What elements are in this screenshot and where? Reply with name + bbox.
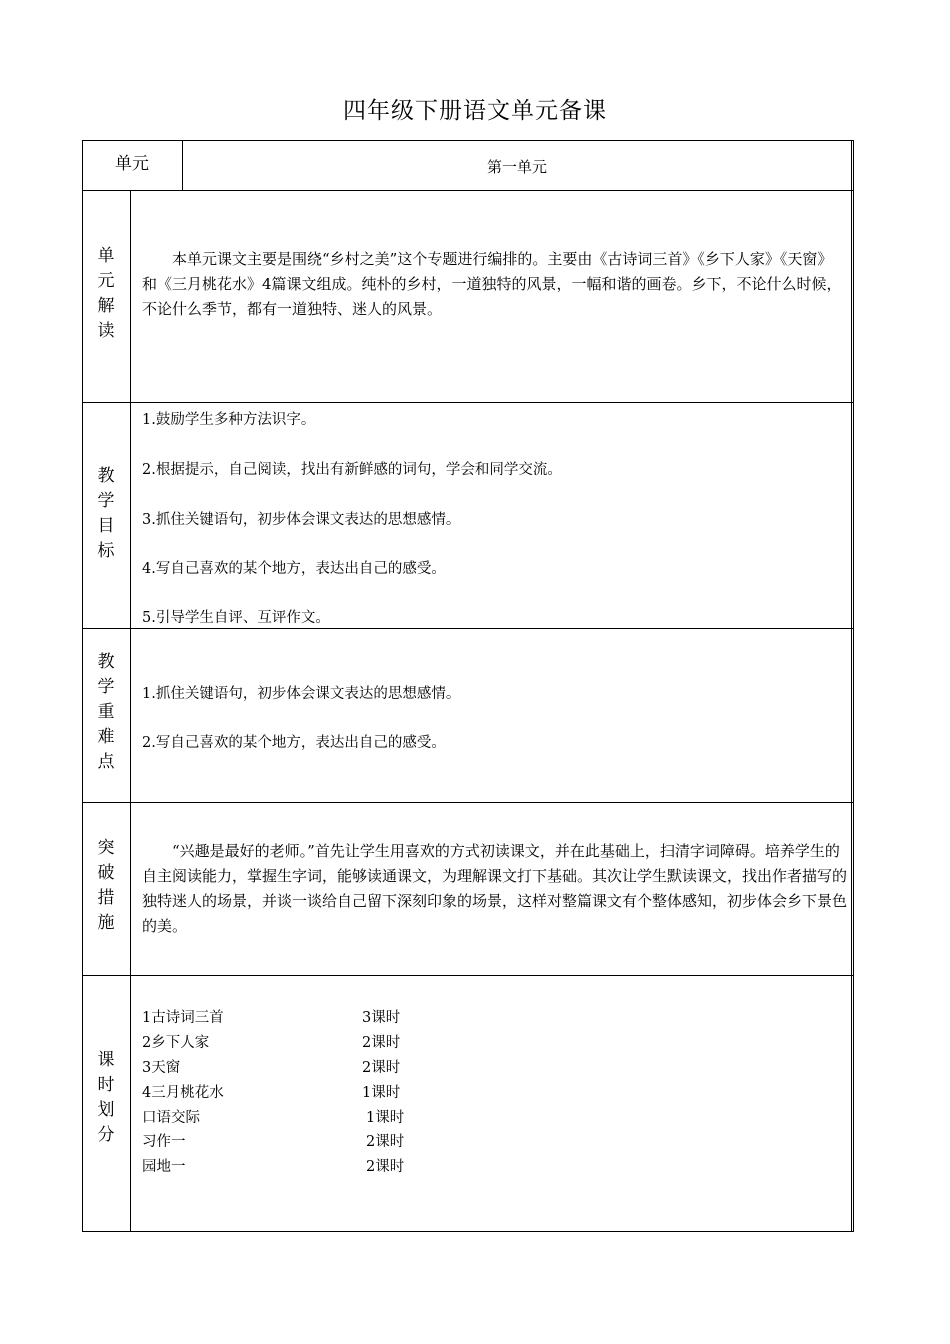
schedule-row xyxy=(142,1081,400,1102)
goals-label xyxy=(94,464,118,564)
label-char: 重 xyxy=(97,702,115,722)
key-points-label xyxy=(94,650,118,775)
table-border-left xyxy=(82,140,83,1232)
label-char: 元 xyxy=(97,271,115,291)
table-border-right-double xyxy=(853,140,854,1232)
goal-item: 1.鼓励学生多种方法识字。 xyxy=(142,412,316,428)
unit-label: 单元 xyxy=(115,154,149,174)
label-char: 难 xyxy=(97,727,115,747)
table-border-bottom xyxy=(82,1231,854,1232)
table-border-top xyxy=(82,140,854,141)
label-char: 学 xyxy=(97,491,115,511)
label-char: 分 xyxy=(97,1125,115,1145)
lesson-name: 园地一 xyxy=(142,1159,186,1175)
label-column-divider xyxy=(130,190,131,1232)
label-char: 单 xyxy=(97,246,115,266)
lesson-hours: 1课时 xyxy=(366,1110,405,1126)
key-point-item: 2.写自己喜欢的某个地方，表达出自己的感受。 xyxy=(142,735,446,751)
row-divider xyxy=(82,802,854,803)
key-point-item: 1.抓住关键语句，初步体会课文表达的思想感情。 xyxy=(142,686,461,702)
lesson-name: 习作一 xyxy=(142,1134,186,1150)
schedule-row xyxy=(142,1106,404,1127)
label-char: 标 xyxy=(97,541,115,561)
page-title: 四年级下册语文单元备课 xyxy=(343,98,607,124)
measures-text: “兴趣是最好的老师。”首先让学生用喜欢的方式初读课文，并在此基础上，扫清字词障碍。培养学生的自主阅读能力，掌握生字词，能够读通课文，为理解课文打下基础。其次让学生默读课文，找出作者描写的独特迷人的场景，并谈一谈给自己留下深刻印象的场景，这样对整篇课文有个整体感知，初步体会乡下景色的美。 xyxy=(142,842,848,935)
label-char: 课 xyxy=(97,1050,115,1070)
schedule-row xyxy=(142,1130,404,1151)
row-divider xyxy=(82,628,854,629)
lesson-plan-table xyxy=(82,140,854,1232)
label-char: 措 xyxy=(97,888,115,908)
row-divider xyxy=(82,975,854,976)
schedule-row xyxy=(142,1155,404,1176)
label-char: 目 xyxy=(97,516,115,536)
label-char: 读 xyxy=(97,321,115,341)
lesson-hours: 1课时 xyxy=(362,1085,401,1101)
label-char: 破 xyxy=(97,863,115,883)
schedule-row xyxy=(142,1006,400,1027)
row-divider xyxy=(82,402,854,403)
label-char: 学 xyxy=(97,677,115,697)
lesson-hours: 2课时 xyxy=(366,1134,405,1150)
goal-item: 2.根据提示，自己阅读，找出有新鲜感的词句，学会和同学交流。 xyxy=(142,462,562,478)
measures-label xyxy=(94,836,118,936)
schedule-row xyxy=(142,1031,400,1052)
lesson-name: 4三月桃花水 xyxy=(142,1085,224,1101)
lesson-name: 口语交际 xyxy=(142,1110,200,1126)
schedule-label xyxy=(94,1048,118,1148)
lesson-name: 3天窗 xyxy=(142,1060,181,1076)
label-char: 解 xyxy=(97,296,115,316)
interpretation-text: 本单元课文主要是围绕“乡村之美”这个专题进行编排的。主要由《古诗词三首》《乡下人家》《天窗》和《三月桃花水》4篇课文组成。纯朴的乡村，一道独特的风景，一幅和谐的画卷。乡下，不论什么时候，不论什么季节，都有一道独特、迷人的风景。 xyxy=(142,250,842,318)
lesson-name: 2乡下人家 xyxy=(142,1035,210,1051)
label-char: 突 xyxy=(97,838,115,858)
lesson-hours: 3课时 xyxy=(362,1010,401,1026)
lesson-hours: 2课时 xyxy=(362,1035,401,1051)
goal-item: 4.写自己喜欢的某个地方，表达出自己的感受。 xyxy=(142,561,446,577)
label-char: 时 xyxy=(97,1075,115,1095)
table-border-right xyxy=(851,140,852,1232)
label-char: 划 xyxy=(97,1100,115,1120)
interpretation-label xyxy=(94,244,118,344)
goal-item: 3.抓住关键语句，初步体会课文表达的思想感情。 xyxy=(142,512,461,528)
lesson-hours: 2课时 xyxy=(362,1060,401,1076)
unit-value: 第一单元 xyxy=(486,158,547,176)
lesson-name: 1古诗词三首 xyxy=(142,1010,224,1026)
label-char: 点 xyxy=(97,752,115,772)
label-char: 教 xyxy=(97,652,115,672)
label-char: 施 xyxy=(97,913,115,933)
lesson-hours: 2课时 xyxy=(366,1159,405,1175)
label-char: 教 xyxy=(97,466,115,486)
goal-item: 5.引导学生自评、互评作文。 xyxy=(142,610,330,626)
schedule-row xyxy=(142,1056,400,1077)
row-divider xyxy=(82,190,854,191)
